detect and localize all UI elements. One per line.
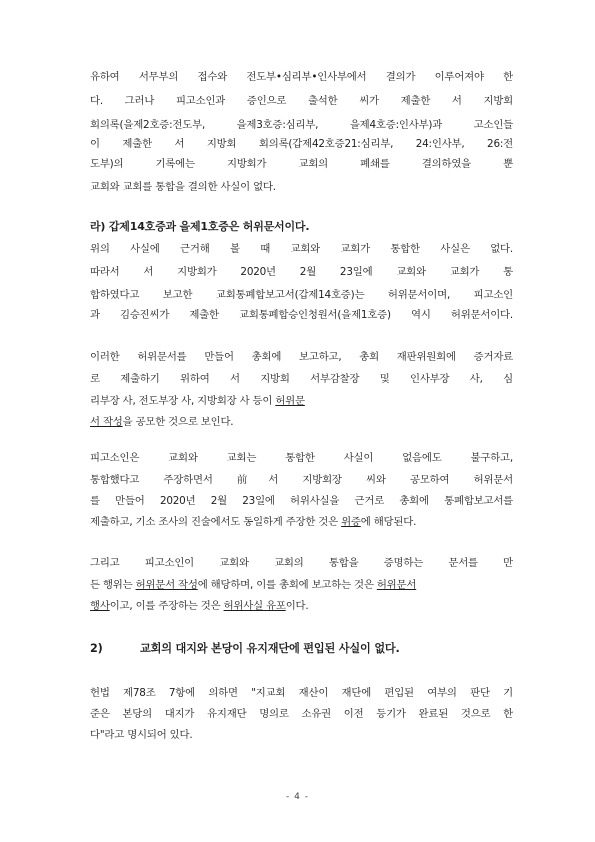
- body-line: 피고소인은 교회와 교회는 통합한 사실이 없음에도 불구하고,: [90, 452, 513, 464]
- underlined-term: 허위문서: [376, 579, 417, 591]
- body-line: 헌법 제78조 7항에 의하면 "지교회 재산이 재단에 편입된 여부의 판단 기: [90, 687, 513, 699]
- section-heading-ra: 라) 갑제14호증과 을제1호증은 허위문서이다.: [90, 220, 310, 233]
- body-line: [90, 394, 513, 408]
- body-line: 과 김승진씨가 제출한 교회통폐합승인청원서(을제1호증) 역시 허위문서이다.: [90, 309, 513, 321]
- body-line: 따라서 서 지방회가 2020년 2월 23일에 교회와 교회가 통: [90, 266, 513, 278]
- section-heading-2: 교회의 대지와 본당이 유지재단에 편입된 사실이 없다.: [140, 642, 400, 655]
- text-segment: 에 해당된다.: [360, 516, 417, 528]
- body-line: [90, 515, 513, 529]
- body-line: 유하여 서무부의 접수와 전도부•심리부•인사부에서 결의가 이루어져야 한: [90, 71, 513, 83]
- text-segment: 든 행위는: [90, 579, 136, 591]
- body-line: [90, 578, 513, 592]
- body-line: 합하였다고 보고한 교회통폐합보고서(갑제14호증)는 허위문서이며, 피고소인: [90, 289, 513, 301]
- underlined-term: 행사: [90, 600, 110, 612]
- body-line: 다. 그러나 피고소인과 증인으로 출석한 씨가 제출한 서 지방회: [90, 95, 513, 107]
- text-segment: 에 해당하며, 이를 총회에 보고하는 것은: [197, 579, 377, 591]
- page-number: - 4 -: [286, 792, 309, 802]
- body-line: 준은 본당의 대지가 유지재단 명의로 소유권 이전 등기가 완료된 것으로 한: [90, 708, 513, 720]
- body-line: 위의 사실에 근거해 볼 때 교회와 교회가 통합한 사실은 없다.: [90, 243, 513, 255]
- underlined-term: 서 작성: [90, 416, 123, 428]
- body-line: 도부)의 기록에는 지방회가 교회의 폐쇄를 결의하였을 뿐: [90, 158, 513, 170]
- body-line: 교회와 교회를 통합을 결의한 사실이 없다.: [90, 181, 276, 193]
- underlined-term: 위증: [341, 516, 361, 528]
- text-segment: 제출하고, 기소 조사의 진술에서도 동일하게 주장한 것은: [90, 516, 342, 528]
- body-line: [90, 415, 513, 429]
- body-line: 이러한 허위문서를 만들어 총회에 보고하고, 총회 재판위원회에 증거자료: [90, 351, 513, 363]
- body-line: 다"라고 명시되어 있다.: [90, 729, 193, 741]
- body-line: 회의록(을제2호증:전도부, 을제3호증:심리부, 을제4호증:인사부)과 고소인들: [90, 119, 513, 131]
- underlined-term: 허위문서 작성: [135, 579, 198, 591]
- text-segment: 이고, 이를 주장하는 것은: [109, 600, 224, 612]
- text-segment: 이다.: [285, 600, 309, 612]
- text-segment: 리부장 사, 전도부장 사, 지방회장 사 등이: [90, 395, 276, 407]
- body-line: [90, 599, 513, 613]
- body-line: 로 제출하기 위하여 서 지방회 서부감찰장 및 인사부장 사, 심: [90, 373, 513, 385]
- body-line: 이 제출한 서 지방회 회의록(갑제42호증21:심리부, 24:인사부, 26:전: [90, 138, 513, 150]
- underlined-term: 허위문: [275, 395, 305, 407]
- body-line: 통합했다고 주장하면서 前서 지방회장 씨와 공모하여 허위문서: [90, 474, 513, 486]
- body-line: 그리고 피고소인이 교회와 교회의 통합을 증명하는 문서를 만: [90, 557, 513, 569]
- underlined-term: 허위사실 유포: [223, 600, 286, 612]
- text-segment: 을 공모한 것으로 보인다.: [122, 416, 234, 428]
- body-line: 를 만들어 2020년 2월 23일에 허위사실을 근거로 총회에 통폐합보고서를: [90, 495, 513, 507]
- section-number: 2): [90, 642, 103, 655]
